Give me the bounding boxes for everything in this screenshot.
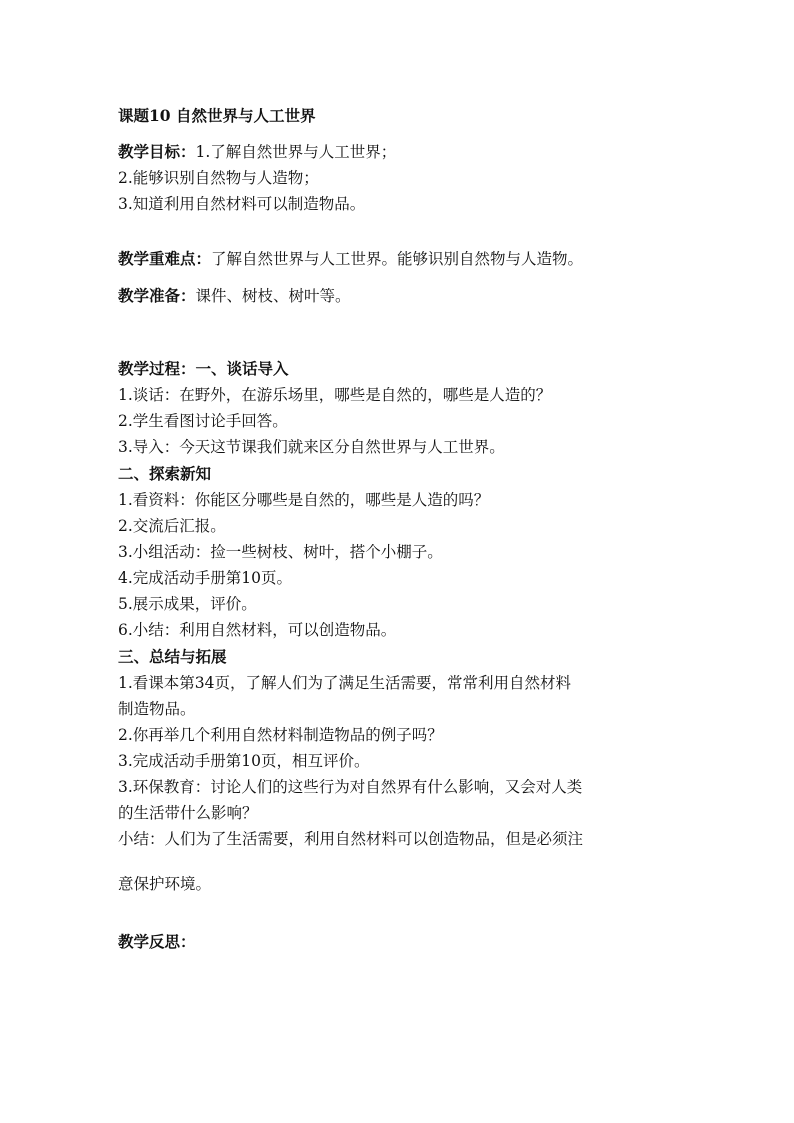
key-points-line xyxy=(118,249,583,269)
objective-item: 3.知道利用自然材料可以制造物品。 xyxy=(118,195,366,213)
objective-item: 1.了解自然世界与人工世界； xyxy=(195,143,397,161)
section-heading: 一、谈话导入 xyxy=(195,359,289,378)
list-item: 2.交流后汇报。 xyxy=(118,517,226,535)
lesson-title: 课题10 自然世界与人工世界 xyxy=(118,106,316,125)
preparation-label: 教学准备： xyxy=(118,286,196,305)
preparation-text: 课件、树枝、树叶等。 xyxy=(195,287,351,305)
objective-item: 2.能够识别自然物与人造物； xyxy=(118,169,319,187)
list-item: 1.谈话：在野外，在游乐场里，哪些是自然的，哪些是人造的？ xyxy=(118,386,552,404)
preparation-line xyxy=(118,286,351,306)
list-item: 5.展示成果，评价。 xyxy=(118,595,257,613)
list-item: 制造物品。 xyxy=(118,700,196,718)
key-points-label: 教学重难点： xyxy=(118,249,212,268)
list-item: 3.导入：今天这节课我们就来区分自然世界与人工世界。 xyxy=(118,438,505,456)
list-item: 3.环保教育：讨论人们的这些行为对自然界有什么影响，又会对人类 xyxy=(118,778,583,796)
section-heading: 三、总结与拓展 xyxy=(118,647,227,666)
list-item: 4.完成活动手册第10页。 xyxy=(118,569,293,587)
list-item: 小结：人们为了生活需要，利用自然材料可以创造物品，但是必须注 xyxy=(118,830,584,848)
list-item: 1.看课本第34页，了解人们为了满足生活需要，常常利用自然材料 xyxy=(118,674,572,692)
list-item: 3.完成活动手册第10页，相互评价。 xyxy=(118,752,370,770)
key-points-text: 了解自然世界与人工世界。能够识别自然物与人造物。 xyxy=(211,250,584,268)
objectives-line-1 xyxy=(118,142,396,162)
list-item: 的生活带什么影响？ xyxy=(118,804,258,822)
list-item: 3.小组活动：捡一些树枝、树叶，搭个小棚子。 xyxy=(118,543,443,561)
list-item: 2.学生看图讨论手回答。 xyxy=(118,412,288,430)
objectives-label: 教学目标： xyxy=(118,142,196,161)
process-label: 教学过程： xyxy=(118,359,196,378)
list-item: 6.小结：利用自然材料，可以创造物品。 xyxy=(118,621,397,639)
section-heading: 二、探索新知 xyxy=(118,464,212,483)
list-item: 1.看资料：你能区分哪些是自然的，哪些是人造的吗？ xyxy=(118,491,490,509)
list-item: 意保护环境。 xyxy=(118,875,212,893)
reflection-label: 教学反思： xyxy=(118,932,196,951)
list-item: 2.你再举几个利用自然材料制造物品的例子吗？ xyxy=(118,726,443,744)
process-line xyxy=(118,359,289,379)
